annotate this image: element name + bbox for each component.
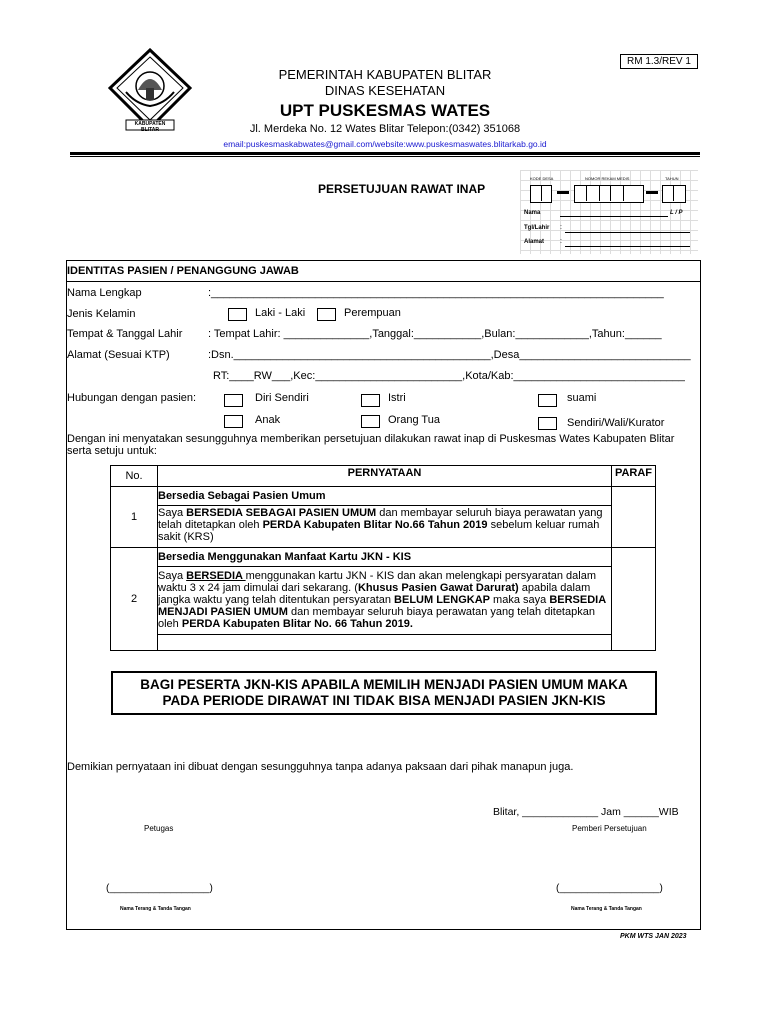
row2-b3: BELUM LENGKAP bbox=[394, 594, 490, 606]
doc-code: RM 1.3/REV 1 bbox=[620, 54, 698, 69]
checkbox-orang-tua[interactable] bbox=[361, 415, 380, 428]
row2-b5: PERDA Kabupaten Blitar No. 66 Tahun 2019. bbox=[181, 618, 413, 630]
ttl-label: Tempat & Tanggal Lahir bbox=[67, 328, 183, 340]
diri-sendiri-label: Diri Sendiri bbox=[255, 392, 309, 404]
row1-b1: BERSEDIA SEBAGAI PASIEN UMUM bbox=[186, 507, 377, 519]
nama-label: Nama bbox=[524, 210, 541, 216]
row2-b2: Khusus Pasien Gawat Darurat) bbox=[357, 582, 519, 594]
year-label: TAHUN bbox=[665, 176, 679, 181]
signature-caption-left: Nama Terang & Tanda Tangan bbox=[120, 906, 191, 912]
tgl-label: Tgl/Lahir bbox=[524, 225, 550, 231]
col-no: No. bbox=[125, 470, 143, 482]
col-paraf: PARAF bbox=[614, 467, 653, 479]
footer-code: PKM WTS JAN 2023 bbox=[620, 933, 687, 940]
logo-text: KABUPATEN BLITAR bbox=[134, 121, 166, 133]
rm-number-label: NOMOR REKAM MEDIS bbox=[585, 176, 630, 181]
row2-paraf-cell[interactable] bbox=[611, 547, 656, 651]
row2-t5: dan membayar seluruh biaya perawatan yang telah ditetapkan oleh bbox=[158, 606, 595, 630]
section-divider bbox=[66, 281, 701, 282]
signature-line-right[interactable]: (__________________) bbox=[556, 883, 663, 894]
header-rule-thin bbox=[70, 156, 700, 157]
kode-desa-label: KODE DESA bbox=[530, 176, 554, 181]
row1-t1: Saya bbox=[158, 507, 187, 519]
suami-label: suami bbox=[567, 392, 597, 404]
anak-label: Anak bbox=[255, 414, 281, 426]
dept-name: DINAS KESEHATAN bbox=[324, 83, 446, 98]
contact-link[interactable]: email:puskesmaskabwates@gmail.com/website:www.puskesmaswates.blitarkab.go.id bbox=[223, 139, 547, 149]
col-statement: PERNYATAAN bbox=[347, 467, 422, 479]
perempuan-label: Perempuan bbox=[344, 307, 401, 319]
alamat-ktp-field[interactable]: :Dsn.__________________________________________,Desa____________________________ bbox=[208, 349, 691, 361]
rt-rw-field[interactable]: RT:____RW___,Kec:________________________,Kota/Kab:____________________________ bbox=[213, 370, 685, 382]
row2-heading: Bersedia Menggunakan Manfaat Kartu JKN - KIS bbox=[158, 551, 412, 563]
istri-label: Istri bbox=[388, 392, 406, 404]
orang-tua-label: Orang Tua bbox=[388, 414, 440, 426]
rm-number-boxes[interactable] bbox=[574, 185, 644, 203]
rm-divider2 bbox=[610, 185, 624, 201]
alamat-ktp-label: Alamat (Sesuai KTP) bbox=[67, 349, 170, 361]
tgl-colon: : bbox=[560, 224, 562, 231]
nama-line[interactable] bbox=[560, 216, 668, 217]
row2-b1: BERSEDIA bbox=[186, 570, 246, 582]
checkbox-istri[interactable] bbox=[361, 394, 380, 407]
tgl-line[interactable] bbox=[565, 232, 690, 233]
address: Jl. Merdeka No. 12 Wates Blitar Telepon:(0342) 351068 bbox=[249, 123, 521, 135]
wali-label: Sendiri/Wali/Kurator bbox=[567, 417, 665, 429]
row2-number: 2 bbox=[130, 593, 138, 605]
place-date-field[interactable]: Blitar, _____________ Jam ______WIB bbox=[493, 806, 679, 818]
row1-number: 1 bbox=[130, 511, 138, 523]
laki-laki-label: Laki - Laki bbox=[255, 307, 306, 319]
signature-line-left[interactable]: (__________________) bbox=[106, 883, 213, 894]
nama-lengkap-label: Nama Lengkap bbox=[67, 287, 142, 299]
row1-heading-rule bbox=[157, 505, 612, 506]
signature-caption-right: Nama Terang & Tanda Tangan bbox=[571, 906, 642, 912]
regency-logo bbox=[108, 48, 192, 136]
header-rule bbox=[70, 152, 700, 155]
row2-t1: Saya bbox=[158, 570, 187, 582]
patient-id-box bbox=[520, 170, 698, 254]
row2-t2: menggunakan kartu JKN - KIS dan akan melengkapi persyaratan dalam waktu 3 x 24 jam dimulai dari sekarang. ( bbox=[158, 570, 597, 594]
jenis-kelamin-label: Jenis Kelamin bbox=[67, 308, 136, 320]
form-title: PERSETUJUAN RAWAT INAP bbox=[318, 182, 486, 196]
checkbox-diri-sendiri[interactable] bbox=[224, 394, 243, 407]
closing-statement: Demikian pernyataan ini dibuat dengan sesungguhnya tanpa adanya paksaan dari pihak manapun juga. bbox=[67, 761, 574, 773]
section-title: IDENTITAS PASIEN / PENANGGUNG JAWAB bbox=[67, 265, 299, 277]
signer-left-role: Petugas bbox=[144, 824, 174, 833]
alamat-line[interactable] bbox=[565, 246, 690, 247]
row1-b2: PERDA Kabupaten Blitar No.66 Tahun 2019 bbox=[262, 519, 488, 531]
checkbox-perempuan[interactable] bbox=[317, 308, 336, 321]
year-divider bbox=[673, 185, 674, 201]
row1-text bbox=[158, 507, 610, 543]
alamat-label: Alamat bbox=[524, 239, 545, 245]
consent-text: Dengan ini menyatakan sesungguhnya memberikan persetujuan dilakukan rawat inap di Puskesmas Wates Kabupaten Blitar serta setuju untuk: bbox=[67, 433, 675, 457]
row1-paraf-cell[interactable] bbox=[611, 486, 656, 548]
hubungan-label: Hubungan dengan pasien: bbox=[67, 392, 197, 404]
signer-right-role: Pemberi Persetujuan bbox=[572, 824, 647, 833]
row2-bottom-rule bbox=[157, 634, 612, 635]
notice-box: BAGI PESERTA JKN-KIS APABILA MEMILIH MENJADI PASIEN UMUM MAKA PADA PERIODE DIRAWAT INI TIDAK BISA MENJADI PASIEN JKN-KIS bbox=[111, 671, 657, 715]
dash-icon bbox=[557, 191, 569, 194]
row2-b4: BERSEDIA MENJADI PASIEN UMUM bbox=[158, 594, 606, 618]
checkbox-laki-laki[interactable] bbox=[228, 308, 247, 321]
row2-t3: apabila dalam jangka waktu yang telah ditentukan persyaratan bbox=[158, 582, 591, 606]
checkbox-wali[interactable] bbox=[538, 417, 557, 430]
year-boxes[interactable] bbox=[662, 185, 686, 203]
row1-t2: dan membayar seluruh biaya perawatan yang telah ditetapkan oleh bbox=[158, 507, 603, 531]
rm-divider bbox=[586, 185, 600, 201]
row2-t4: maka saya bbox=[490, 594, 550, 606]
dash-icon bbox=[646, 191, 658, 194]
gov-name: PEMERINTAH KABUPATEN BLITAR bbox=[278, 67, 492, 82]
ttl-field[interactable]: : Tempat Lahir: ______________,Tanggal:___________,Bulan:____________,Tahun:______ bbox=[208, 328, 662, 340]
unit-name: UPT PUSKESMAS WATES bbox=[279, 101, 491, 120]
nama-lengkap-field[interactable]: :__________________________________________________________________________ bbox=[208, 287, 664, 299]
lp-label: L / P bbox=[670, 210, 683, 216]
row2-heading-rule bbox=[157, 566, 612, 567]
alamat-colon: : bbox=[560, 238, 562, 245]
row1-t3: sebelum keluar rumah sakit (KRS) bbox=[158, 519, 600, 543]
row1-heading: Bersedia Sebagai Pasien Umum bbox=[158, 490, 326, 502]
checkbox-suami[interactable] bbox=[538, 394, 557, 407]
kode-desa-box2 bbox=[541, 185, 551, 201]
row2-text bbox=[158, 570, 610, 630]
checkbox-anak[interactable] bbox=[224, 415, 243, 428]
